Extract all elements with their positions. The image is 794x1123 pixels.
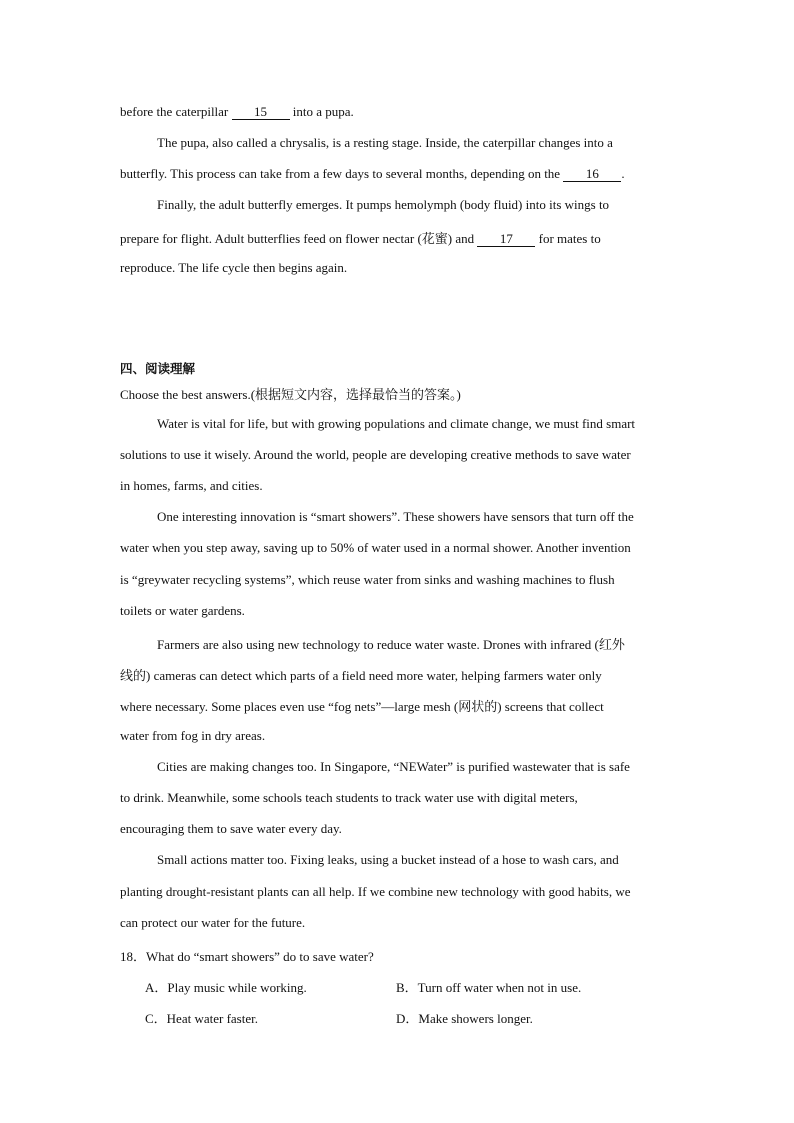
cloze-paragraph-2-line-2 [120, 166, 625, 182]
text-segment: before the caterpillar [120, 104, 232, 119]
passage-line: Small actions matter too. Fixing leaks, using a bucket instead of a hose to wash cars, and [157, 852, 619, 867]
option-b[interactable]: B．Turn off water when not in use. [396, 980, 582, 995]
question-18-stem: 18．What do “smart showers” do to save water? [120, 949, 374, 964]
passage-line: can protect our water for the future. [120, 915, 306, 930]
option-c[interactable]: C．Heat water faster. [145, 1011, 258, 1026]
passage-line: water when you step away, saving up to 50% of water used in a normal shower. Another invention [120, 540, 631, 555]
text-segment: into a pupa. [289, 104, 354, 119]
text-segment: prepare for flight. Adult butterflies feed on flower nectar (花蜜) and [120, 231, 478, 246]
passage-line: in homes, farms, and cities. [120, 478, 263, 493]
passage-line: Farmers are also using new technology to reduce water waste. Drones with infrared (红外 [157, 637, 625, 652]
passage-line: encouraging them to save water every day. [120, 821, 342, 836]
section-instruction: Choose the best answers.(根据短文内容，选择最恰当的答案。) [120, 387, 461, 402]
passage-line: toilets or water gardens. [120, 603, 245, 618]
cloze-paragraph-3-line-3: reproduce. The life cycle then begins again. [120, 260, 348, 275]
passage-line: to drink. Meanwhile, some schools teach students to track water use with digital meters, [120, 790, 578, 805]
passage-line: Water is vital for life, but with growing populations and climate change, we must find smart [157, 416, 636, 431]
blank-17: 17 [477, 232, 535, 247]
cloze-paragraph-2-line-1: The pupa, also called a chrysalis, is a resting stage. Inside, the caterpillar changes into a [157, 135, 613, 150]
passage-line: is “greywater recycling systems”, which reuse water from sinks and washing machines to flush [120, 572, 615, 587]
option-a[interactable]: A．Play music while working. [145, 980, 307, 995]
text-segment: for mates to [535, 231, 601, 246]
passage-line: where necessary. Some places even use “fog nets”—large mesh (网状的) screens that collect [120, 699, 604, 714]
blank-15: 15 [232, 105, 290, 120]
passage-line: water from fog in dry areas. [120, 728, 266, 743]
cloze-line-1 [120, 104, 354, 120]
passage-line: Cities are making changes too. In Singapore, “NEWater” is purified wastewater that is safe [157, 759, 630, 774]
blank-16: 16 [563, 167, 621, 182]
passage-line: solutions to use it wisely. Around the world, people are developing creative methods to save water [120, 447, 631, 462]
passage-line: One interesting innovation is “smart showers”. These showers have sensors that turn off the [157, 509, 634, 524]
text-segment: butterfly. This process can take from a few days to several months, depending on the [120, 166, 564, 181]
text-segment: . [621, 166, 625, 181]
passage-line: planting drought-resistant plants can all help. If we combine new technology with good habits, we [120, 884, 631, 899]
passage-line: 线的) cameras can detect which parts of a field need more water, helping farmers water only [120, 668, 602, 683]
option-d[interactable]: D．Make showers longer. [396, 1011, 533, 1026]
cloze-paragraph-3-line-1: Finally, the adult butterfly emerges. It pumps hemolymph (body fluid) into its wings to [157, 197, 610, 212]
cloze-paragraph-3-line-2 [120, 228, 601, 247]
section-title: 四、阅读理解 [120, 361, 196, 376]
